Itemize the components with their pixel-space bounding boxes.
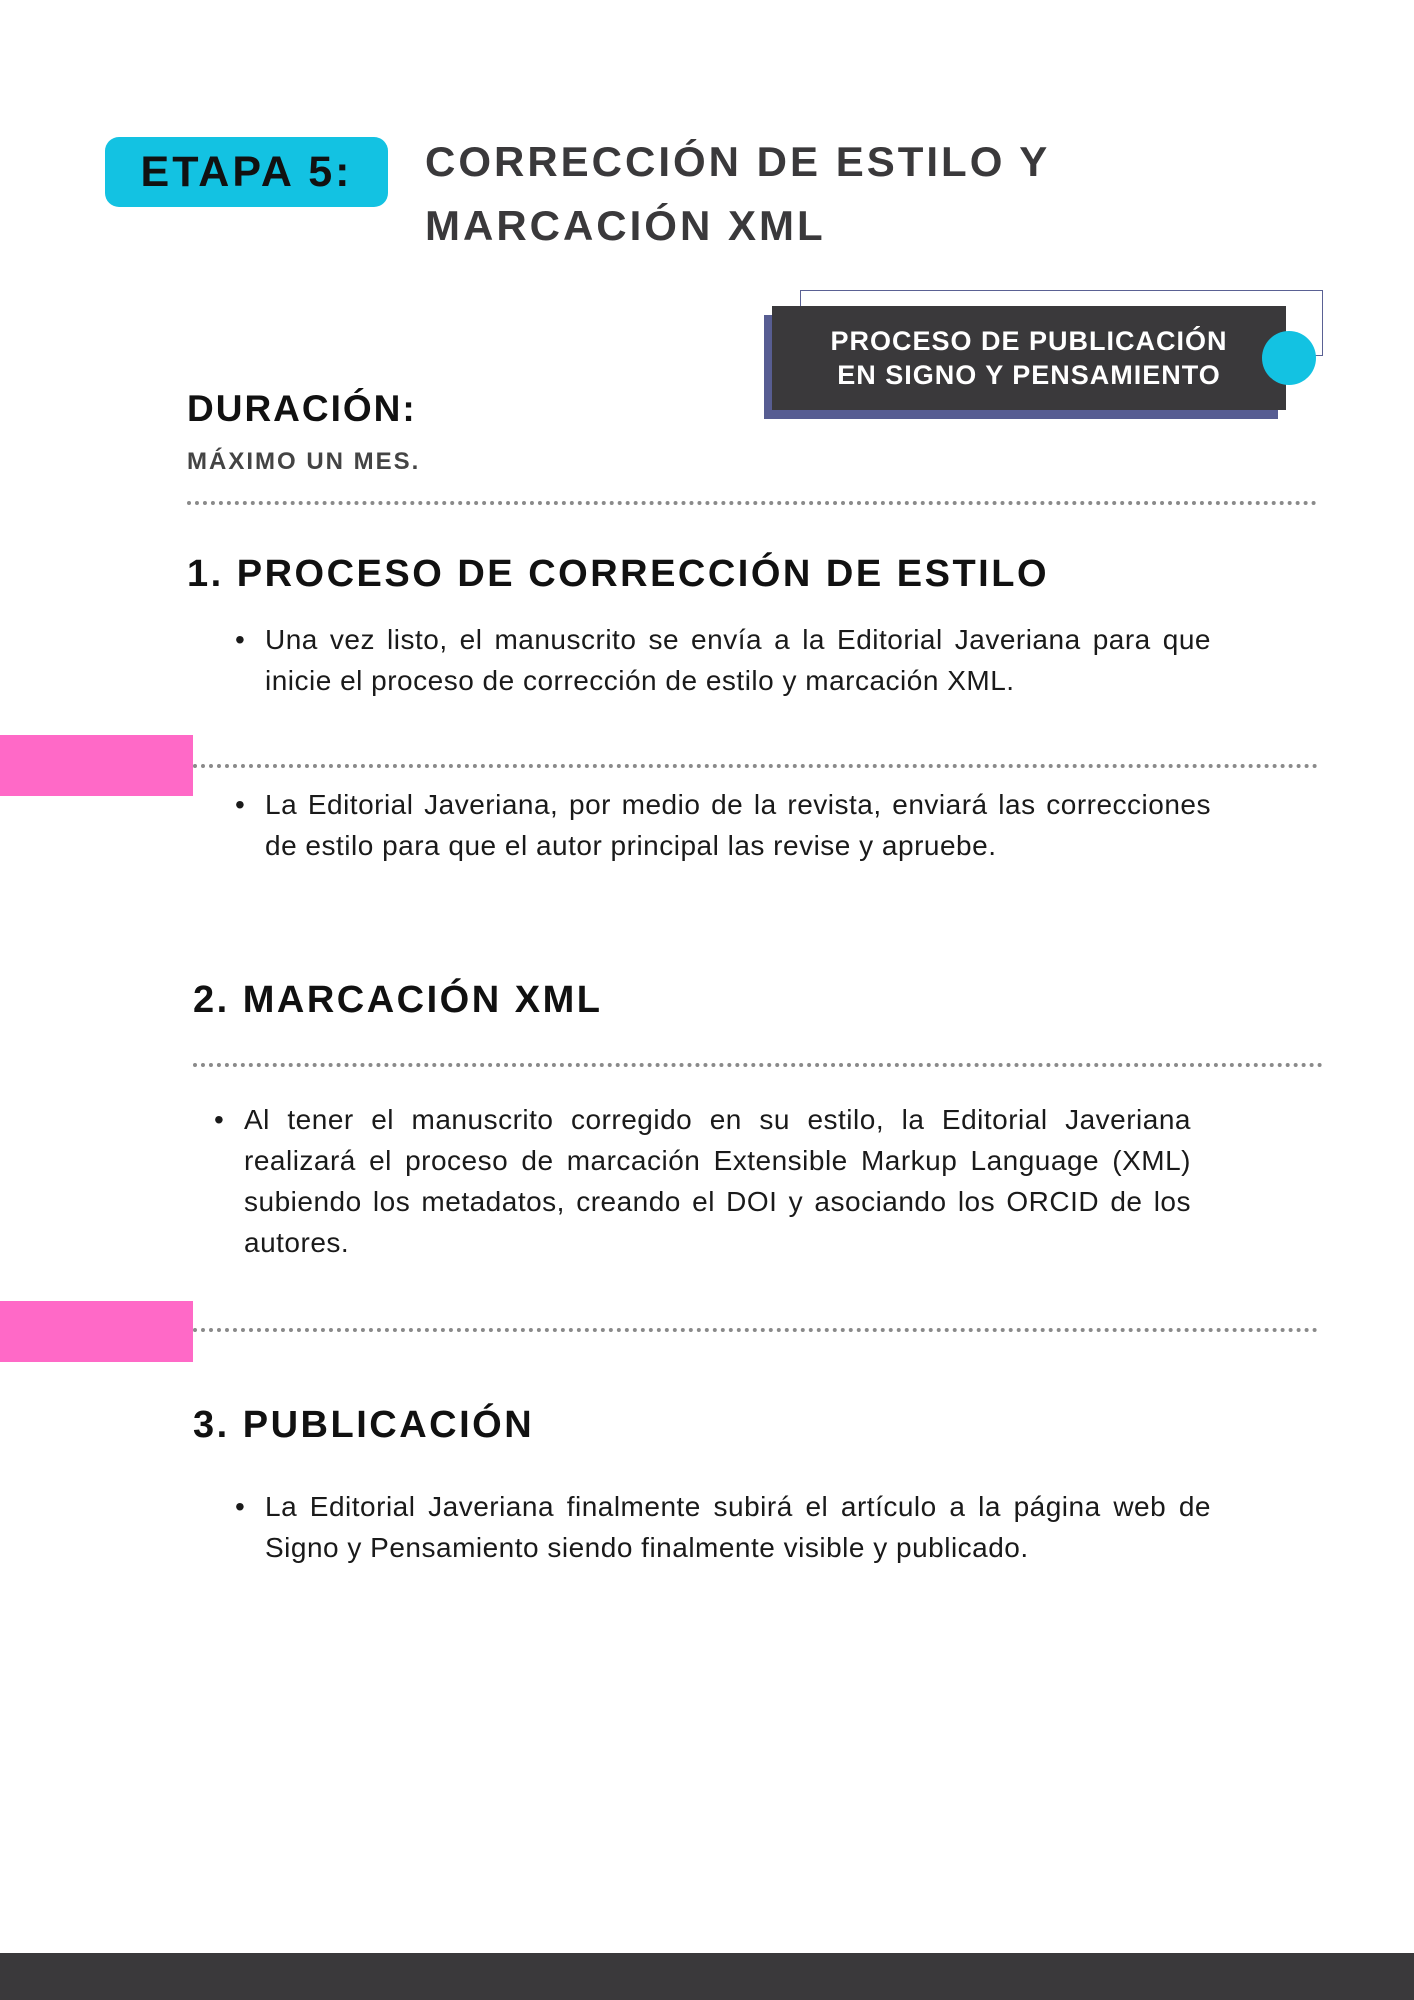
divider [193, 1063, 1323, 1067]
stage-title [425, 130, 1125, 258]
stage-title-line1: CORRECCIÓN DE ESTILO Y [425, 138, 1051, 185]
list-item [235, 1486, 1211, 1568]
bullet-dot-icon: • [235, 624, 246, 655]
section-heading-xml: 2. MARCACIÓN XML [193, 979, 603, 1021]
footer-bar [0, 1953, 1414, 2000]
list-item-text: La Editorial Javeriana finalmente subirá el artículo a la página web de Signo y Pensamiento siendo finalmente visible y publicado. [265, 1491, 1211, 1563]
bullet-dot-icon: • [214, 1104, 225, 1135]
list-item-text: La Editorial Javeriana, por medio de la revista, enviará las correcciones de estilo para que el autor principal las revise y apruebe. [265, 789, 1211, 861]
publication-box-line2: EN SIGNO Y PENSAMIENTO [837, 360, 1221, 390]
pink-bar-decoration [0, 1301, 193, 1362]
pink-bar-decoration [0, 735, 193, 796]
list-item [235, 784, 1211, 866]
list-item-text: Al tener el manuscrito corregido en su estilo, la Editorial Javeriana realizará el proceso de marcación Extensible Markup Language (XML) subiendo los metadatos, creando el DOI y asociando los ORCID de los autores. [244, 1104, 1191, 1258]
cyan-dot-decoration [1262, 331, 1316, 385]
divider [187, 501, 1317, 505]
stage-badge: ETAPA 5: [105, 137, 388, 207]
divider [193, 764, 1318, 768]
bullet-dot-icon: • [235, 1491, 246, 1522]
publication-box [772, 306, 1286, 410]
section-heading-correction: 1. PROCESO DE CORRECCIÓN DE ESTILO [187, 553, 1049, 595]
duration-value: MÁXIMO UN MES. [187, 448, 421, 475]
bullet-dot-icon: • [235, 789, 246, 820]
list-item [235, 619, 1211, 701]
section-heading-publication: 3. PUBLICACIÓN [193, 1404, 535, 1446]
divider [193, 1328, 1318, 1332]
list-item [214, 1099, 1191, 1263]
stage-title-line2: MARCACIÓN XML [425, 202, 826, 249]
duration-label: DURACIÓN: [187, 388, 417, 429]
list-item-text: Una vez listo, el manuscrito se envía a la Editorial Javeriana para que inicie el proceso de corrección de estilo y marcación XML. [265, 624, 1211, 696]
publication-box-line1: PROCESO DE PUBLICACIÓN [830, 326, 1228, 356]
